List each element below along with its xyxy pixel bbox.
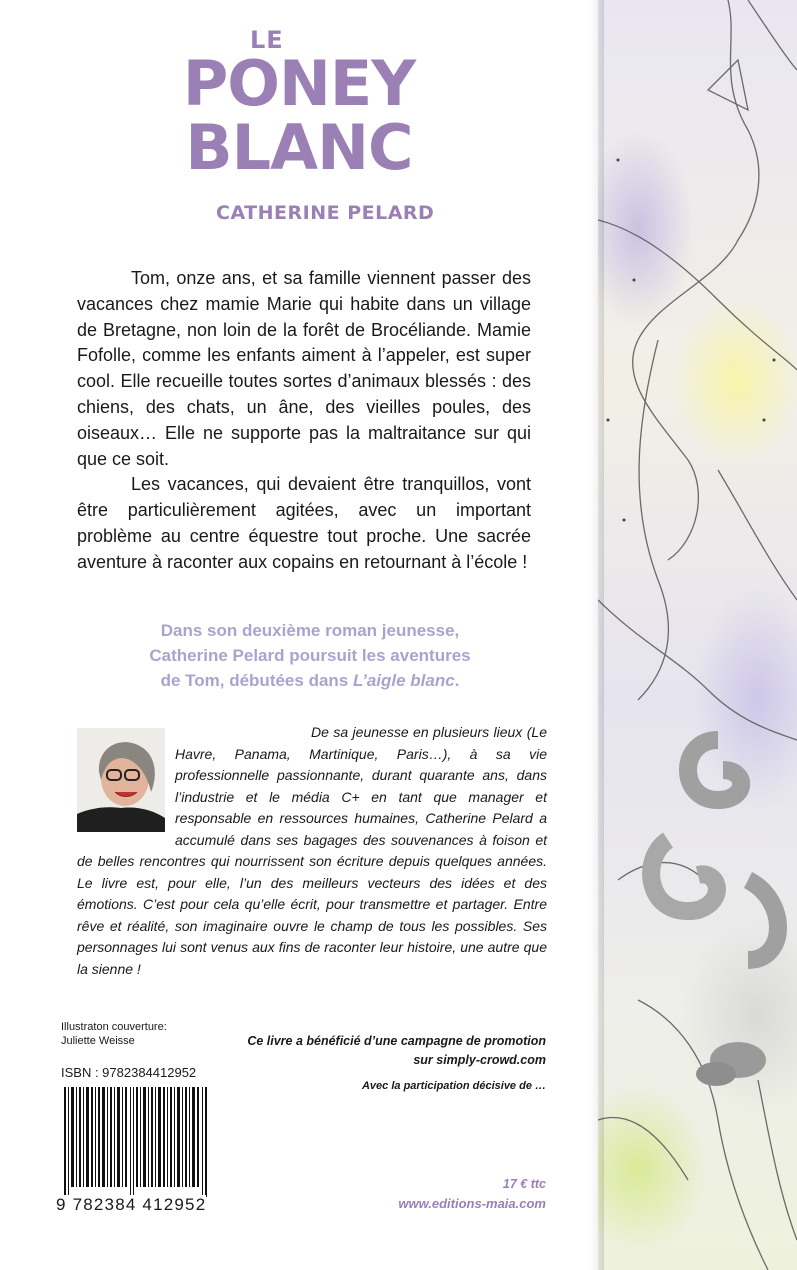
- author-name: CATHERINE PELARD: [216, 202, 435, 224]
- promo-line: sur simply-crowd.com: [413, 1053, 546, 1067]
- previous-book-title: L’aigle blanc: [352, 671, 455, 690]
- cover-illustration-strip: [598, 0, 797, 1270]
- price: 17 € ttc: [502, 1177, 546, 1191]
- stones: [696, 1042, 766, 1086]
- title-prefix: LE: [250, 26, 284, 54]
- book-title: [172, 47, 426, 184]
- line-drawing: [598, 0, 797, 1270]
- barcode-number: 9 782384 412952: [56, 1195, 207, 1214]
- pitch-line: Catherine Pelard poursuit les aventures: [149, 646, 471, 665]
- pitch-text: de Tom, débutées dans: [160, 671, 353, 690]
- author-bio: [77, 722, 547, 980]
- isbn: ISBN : 9782384412952: [61, 1065, 197, 1080]
- triskele-shape: [651, 740, 778, 960]
- title-line-2: BLANC: [185, 111, 413, 184]
- synopsis-paragraph: Tom, onze ans, et sa famille viennent passer des vacances chez mamie Marie qui habite dans un village de Bretagne, non loin de la forêt de Brocéliande. Mamie Fofolle, comme les enfants aiment à l’appeler, est super cool. Elle recueille toutes sortes d’animaux blessés : des chiens, des chats, un âne, des vieilles poules, des oiseaux… Elle ne supporte pas la maltraitance sur qui que ce soit.: [77, 268, 531, 469]
- title-line-1: PONEY: [182, 47, 416, 120]
- illustration-label: Illustraton couverture:: [61, 1021, 167, 1033]
- publisher-website: www.editions-maia.com: [398, 1196, 546, 1211]
- spine-shadow: [590, 0, 604, 1270]
- crowdfunding-note: [230, 1032, 546, 1070]
- pitch-line: [90, 668, 530, 693]
- barcode-bars: [52, 1087, 220, 1197]
- pitch-line: Dans son deuxième roman jeunesse,: [160, 621, 460, 640]
- bio-text: De sa jeunesse en plusieurs lieux (Le Havre, Panama, Martinique, Paris…), à sa vie professionnelle passionnante, durant quarante ans, dans l’industrie et le média C+ en tant que manager et responsable en ressources humaines, Catherine Pelard a accumulé dans ses bagages des souvenances à foison et de belles rencontres qui nourrissent son écriture depuis quelques années. Le livre est, pour elle, l’un des meilleurs vecteurs des idées et des émotions. C’est pour cela qu’elle écrit, pour transmettre et partager. Entre rêve et réalité, son imaginaire ouvre le champ de tous les possibles. Ses personnages lui sont venus aux fins de raconter leur histoire, une autre que la sienne !: [77, 724, 547, 977]
- synopsis-paragraph: Les vacances, qui devaient être tranquillos, vont être particulièrement agitées, avec un important problème au centre équestre tout proche. Une sacrée aventure à raconter aux copains en retournant à l’école !: [77, 474, 531, 572]
- illustration-credit: [61, 1020, 167, 1048]
- pitch-text: .: [454, 671, 460, 690]
- synopsis: [77, 266, 531, 576]
- pitch: [90, 618, 530, 693]
- illustrator-name: Juliette Weisse: [61, 1035, 135, 1047]
- promo-line: Ce livre a bénéficié d’une campagne de promotion: [247, 1034, 546, 1048]
- participation-note: Avec la participation décisive de …: [361, 1080, 546, 1092]
